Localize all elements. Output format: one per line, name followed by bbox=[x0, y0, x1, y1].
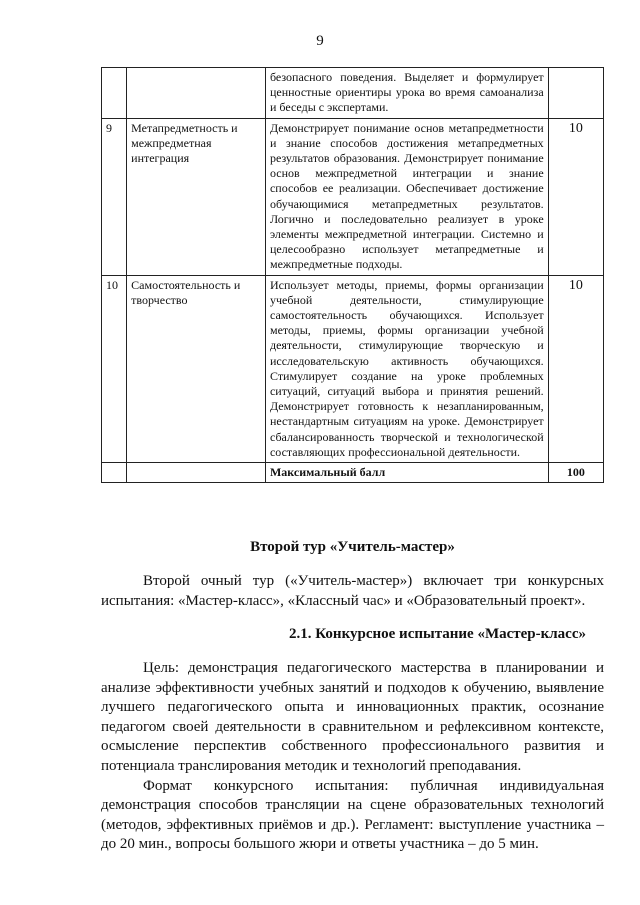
section-title: Второй тур «Учитель-мастер» bbox=[250, 539, 455, 555]
page-number: 9 bbox=[316, 33, 324, 49]
row-number: 9 bbox=[102, 118, 127, 275]
table-row bbox=[102, 68, 604, 119]
criterion-score: 10 bbox=[548, 275, 603, 462]
row-number: 10 bbox=[102, 275, 127, 462]
row-number bbox=[102, 68, 127, 119]
body-text bbox=[101, 659, 604, 855]
empty-cell bbox=[102, 463, 127, 483]
criterion-score: 10 bbox=[548, 118, 603, 275]
format-paragraph: Формат конкурсного испытания: публичная индивидуальная демонстрация способов трансляции на сцене образовательных технологий (методов, эффективных приёмов и др.). Регламент: выступление участника – до 20 мин., вопросы большого жюри и ответы участника – до 5 мин. bbox=[101, 777, 604, 853]
criterion-name: Метапредметность и межпредметная интеграция bbox=[127, 118, 266, 275]
max-score-value: 100 bbox=[548, 463, 603, 483]
goal-paragraph: Цель: демонстрация педагогического мастерства в планировании и анализе эффективности учебных занятий и подходов к обучению, выявление лучшего педагогического опыта и инновационных практик, осознание педагогом своей деятельности в сравнительном и рефлексивном контексте, осмысление перспектив собственного профессионального развития и потенциала транслирования методик и технологий преподавания. bbox=[101, 660, 604, 774]
subsection-title: 2.1. Конкурсное испытание «Мастер-класс» bbox=[289, 626, 586, 642]
criteria-table bbox=[101, 67, 604, 483]
section-intro: Второй очный тур («Учитель-мастер») включает три конкурсных испытания: «Мастер-класс», «Классный час» и «Образовательный проект». bbox=[101, 573, 604, 609]
section-intro-block bbox=[101, 571, 604, 611]
criterion-name: Самостоятельность и творчество bbox=[127, 275, 266, 462]
criterion-name bbox=[127, 68, 266, 119]
criterion-score bbox=[548, 68, 603, 119]
criterion-description: Использует методы, приемы, формы организации учебной деятельности, стимулирующие самостоятельность обучающихся. Использует методы, приемы, формы организации учебной деятельности, стимулирующие творческую и исследовательскую активность обучающихся. Стимулирует создание на уроке проблемных ситуаций, ситуаций выбора и принятия решений. Демонстрирует готовность к незапланированным, нестандартным ситуациям на уроке. Демонстрирует сбалансированность творческой и технологической составляющих профессиональной деятельности. bbox=[265, 275, 548, 462]
table-total-row bbox=[102, 463, 604, 483]
table-row bbox=[102, 118, 604, 275]
max-score-label: Максимальный балл bbox=[265, 463, 548, 483]
criterion-description: безопасного поведения. Выделяет и формулирует ценностные ориентиры урока во время самоанализа и беседы с экспертами. bbox=[265, 68, 548, 119]
empty-cell bbox=[127, 463, 266, 483]
criterion-description: Демонстрирует понимание основ метапредметности и знание способов достижения метапредметных результатов образования. Демонстрирует понимание основ межпредметной интеграции и знание способов ее реализации. Обеспечивает достижение обучающимися метапредметных результатов. Логично и последовательно реализует в уроке элементы межпредметной интеграции. Системно и целесообразно использует метапредметные и межпредметные подходы. bbox=[265, 118, 548, 275]
table-row bbox=[102, 275, 604, 462]
